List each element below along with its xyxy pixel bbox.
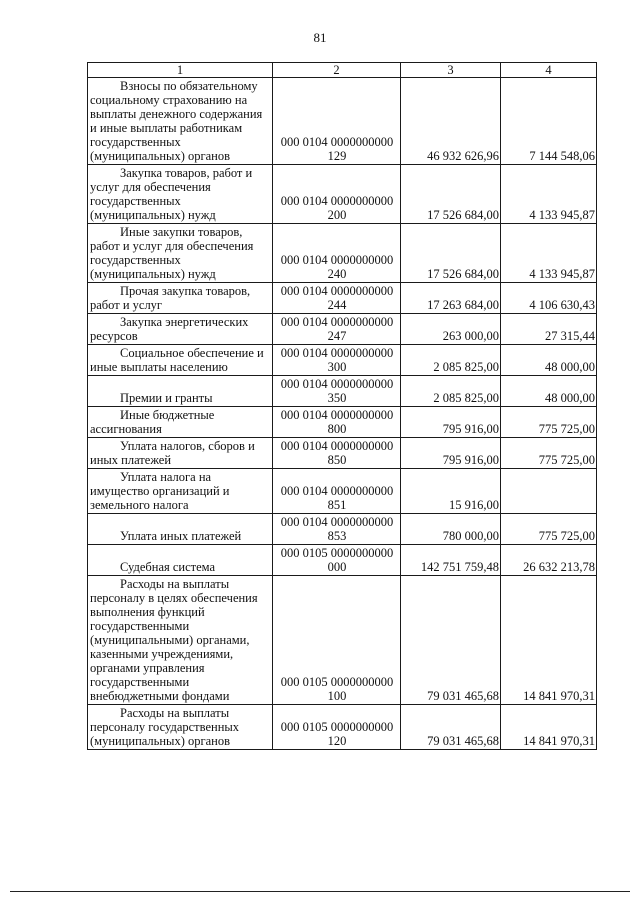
budget-code-suffix: 247 <box>327 329 347 343</box>
budget-code-cell <box>273 576 401 705</box>
amount-col3: 46 932 626,96 <box>401 78 501 165</box>
amount-col4 <box>501 469 597 514</box>
budget-code-cell <box>273 224 401 283</box>
budget-code-cell <box>273 283 401 314</box>
budget-table <box>87 62 597 750</box>
expense-name-cell <box>88 514 273 545</box>
table-row <box>88 705 597 750</box>
expense-name-cell <box>88 469 273 514</box>
budget-code-prefix: 000 0104 0000000000 <box>280 315 394 329</box>
expense-name: Уплата налогов, сборов и иных платежей <box>90 439 255 467</box>
budget-code-suffix: 120 <box>327 734 347 748</box>
amount-col3: 2 085 825,00 <box>401 376 501 407</box>
budget-code-cell <box>273 514 401 545</box>
budget-code-suffix: 244 <box>327 298 347 312</box>
expense-name-cell <box>88 165 273 224</box>
amount-col3: 795 916,00 <box>401 438 501 469</box>
amount-col3: 17 526 684,00 <box>401 224 501 283</box>
amount-col3: 780 000,00 <box>401 514 501 545</box>
budget-code-suffix: 850 <box>327 453 347 467</box>
expense-name: Иные закупки товаров, работ и услуг для обеспечения государственных (муниципальных) нужд <box>90 225 254 281</box>
budget-code-prefix: 000 0104 0000000000 <box>280 484 394 498</box>
table-header <box>88 63 597 78</box>
budget-code-cell <box>273 545 401 576</box>
table-row <box>88 283 597 314</box>
budget-code-cell <box>273 165 401 224</box>
expense-name: Премии и гранты <box>120 391 213 405</box>
amount-col3: 795 916,00 <box>401 407 501 438</box>
expense-name-cell <box>88 576 273 705</box>
budget-code-suffix: 200 <box>327 208 347 222</box>
amount-col4: 48 000,00 <box>501 345 597 376</box>
budget-code-prefix: 000 0104 0000000000 <box>280 253 394 267</box>
table-row <box>88 576 597 705</box>
expense-name-cell <box>88 407 273 438</box>
budget-code-cell <box>273 345 401 376</box>
budget-code-suffix: 350 <box>327 391 347 405</box>
budget-code-prefix: 000 0105 0000000000 <box>280 546 394 560</box>
expense-name: Взносы по обязательному социальному страхованию на выплаты денежного содержания и иные выплаты работникам государственных (муниципальных) органов <box>90 79 263 163</box>
amount-col4: 14 841 970,31 <box>501 576 597 705</box>
expense-name-cell <box>88 438 273 469</box>
budget-code-cell <box>273 705 401 750</box>
amount-col3: 79 031 465,68 <box>401 705 501 750</box>
amount-col3: 17 526 684,00 <box>401 165 501 224</box>
table-row <box>88 165 597 224</box>
budget-code-suffix: 240 <box>327 267 347 281</box>
budget-code-suffix: 853 <box>327 529 347 543</box>
budget-code-prefix: 000 0104 0000000000 <box>280 194 394 208</box>
amount-col4: 48 000,00 <box>501 376 597 407</box>
table-body <box>88 78 597 750</box>
table-row <box>88 224 597 283</box>
amount-col3: 79 031 465,68 <box>401 576 501 705</box>
budget-code-prefix: 000 0104 0000000000 <box>280 284 394 298</box>
expense-name: Закупка товаров, работ и услуг для обеспечения государственных (муниципальных) нужд <box>90 166 253 222</box>
amount-col3: 142 751 759,48 <box>401 545 501 576</box>
expense-name-cell <box>88 283 273 314</box>
table-row <box>88 314 597 345</box>
expense-name: Прочая закупка товаров, работ и услуг <box>90 284 251 312</box>
amount-col4: 775 725,00 <box>501 438 597 469</box>
amount-col4: 4 106 630,43 <box>501 283 597 314</box>
expense-name-cell <box>88 705 273 750</box>
budget-code-prefix: 000 0104 0000000000 <box>280 439 394 453</box>
budget-code-suffix: 100 <box>327 689 347 703</box>
amount-col4: 4 133 945,87 <box>501 224 597 283</box>
budget-code-prefix: 000 0104 0000000000 <box>280 515 394 529</box>
budget-code-suffix: 800 <box>327 422 347 436</box>
table-row <box>88 376 597 407</box>
header-row <box>88 63 597 78</box>
budget-code-suffix: 129 <box>327 149 347 163</box>
budget-code-cell <box>273 376 401 407</box>
budget-code-suffix: 851 <box>327 498 347 512</box>
expense-name-cell <box>88 376 273 407</box>
expense-name-cell <box>88 314 273 345</box>
table-row <box>88 78 597 165</box>
budget-code-cell <box>273 407 401 438</box>
column-header-2: 2 <box>273 63 401 78</box>
table-row <box>88 469 597 514</box>
budget-code-prefix: 000 0105 0000000000 <box>280 675 394 689</box>
budget-code-suffix: 300 <box>327 360 347 374</box>
table-row <box>88 407 597 438</box>
expense-name: Закупка энергетических ресурсов <box>90 315 249 343</box>
amount-col4: 775 725,00 <box>501 407 597 438</box>
page-number: 81 <box>313 30 327 45</box>
budget-code-prefix: 000 0105 0000000000 <box>280 720 394 734</box>
budget-code-prefix: 000 0104 0000000000 <box>280 377 394 391</box>
bottom-divider <box>10 891 630 892</box>
column-header-4: 4 <box>501 63 597 78</box>
budget-code-cell <box>273 469 401 514</box>
expense-name: Расходы на выплаты персоналу государственных (муниципальных) органов <box>90 706 240 748</box>
budget-code-suffix: 000 <box>327 560 347 574</box>
column-header-1: 1 <box>88 63 273 78</box>
amount-col4: 4 133 945,87 <box>501 165 597 224</box>
expense-name: Уплата налога на имущество организаций и земельного налога <box>90 470 230 512</box>
amount-col3: 15 916,00 <box>401 469 501 514</box>
budget-code-cell <box>273 78 401 165</box>
expense-name-cell <box>88 78 273 165</box>
table-row <box>88 545 597 576</box>
budget-code-cell <box>273 438 401 469</box>
amount-col4: 775 725,00 <box>501 514 597 545</box>
amount-col4: 26 632 213,78 <box>501 545 597 576</box>
table-row <box>88 514 597 545</box>
budget-code-prefix: 000 0104 0000000000 <box>280 346 394 360</box>
amount-col3: 2 085 825,00 <box>401 345 501 376</box>
budget-code-prefix: 000 0104 0000000000 <box>280 135 394 149</box>
budget-code-cell <box>273 314 401 345</box>
expense-name: Социальное обеспечение и иные выплаты населению <box>90 346 264 374</box>
expense-name-cell <box>88 224 273 283</box>
expense-name: Расходы на выплаты персоналу в целях обеспечения выполнения функций государственными (муниципальными) органами, казенными учреждениями, органами управления государственными внебюджетными фондами <box>90 577 258 703</box>
expense-name: Уплата иных платежей <box>120 529 242 543</box>
table-row <box>88 438 597 469</box>
expense-name-cell <box>88 345 273 376</box>
amount-col4: 27 315,44 <box>501 314 597 345</box>
amount-col4: 7 144 548,06 <box>501 78 597 165</box>
expense-name: Иные бюджетные ассигнования <box>90 408 215 436</box>
column-header-3: 3 <box>401 63 501 78</box>
amount-col3: 17 263 684,00 <box>401 283 501 314</box>
table-row <box>88 345 597 376</box>
amount-col3: 263 000,00 <box>401 314 501 345</box>
expense-name-cell <box>88 545 273 576</box>
expense-name: Судебная система <box>120 560 216 574</box>
budget-code-prefix: 000 0104 0000000000 <box>280 408 394 422</box>
amount-col4: 14 841 970,31 <box>501 705 597 750</box>
